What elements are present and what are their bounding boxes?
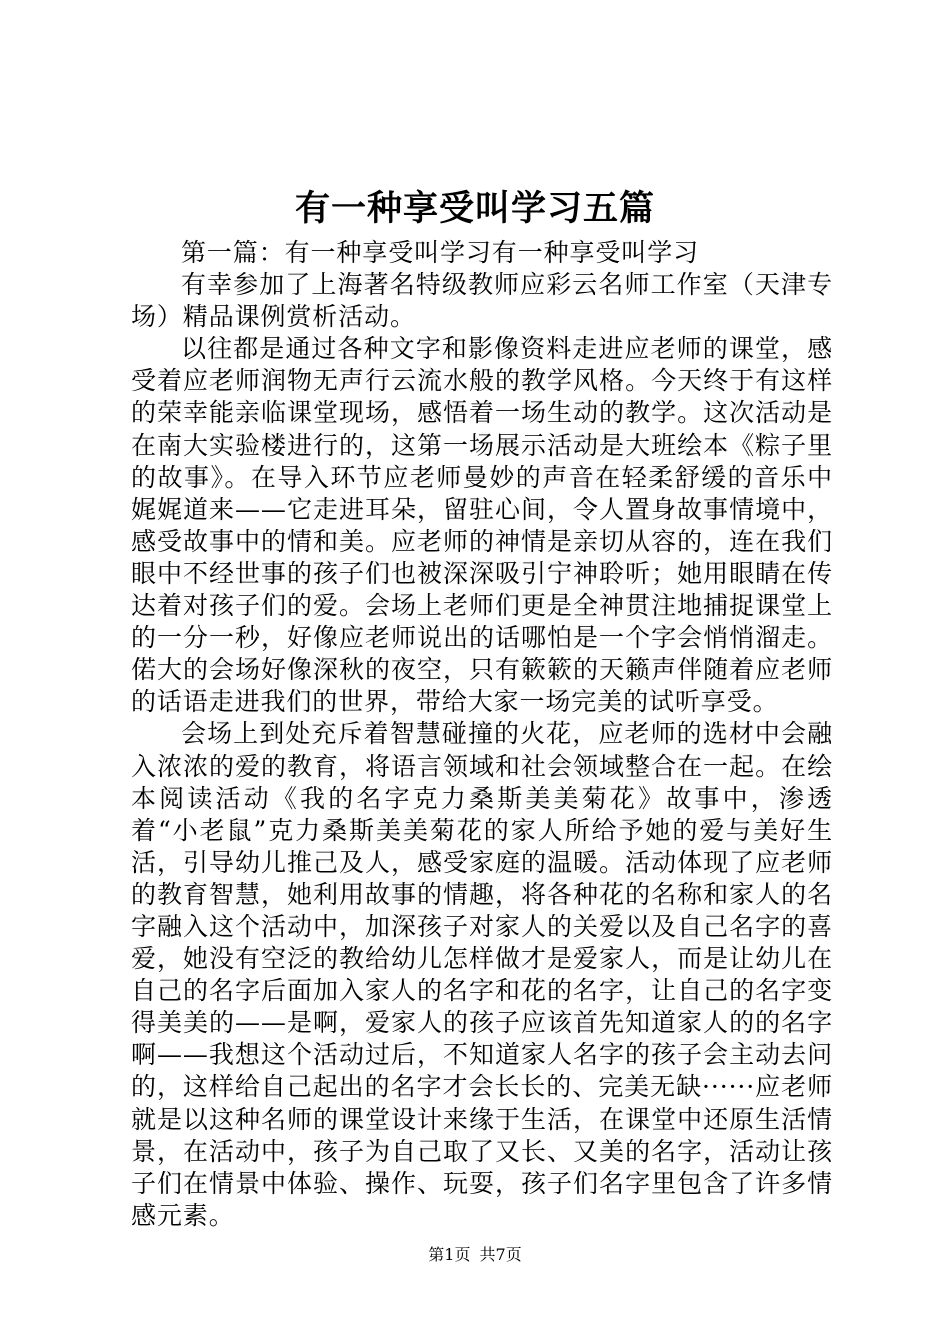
document-title: 有一种享受叫学习五篇: [294, 188, 655, 229]
page-number: 第1页: [428, 1245, 471, 1264]
document-body: [131, 237, 833, 1232]
body-paragraph: 有幸参加了上海著名特级教师应彩云名师工作室（天津专场）精品课例赏析活动。: [131, 270, 833, 332]
page-total: 共7页: [479, 1245, 522, 1264]
body-paragraph: 会场上到处充斥着智慧碰撞的火花，应老师的选材中会融入浓浓的爱的教育，将语言领域和社会领域整合在一起。在绘本阅读活动《我的名字克力桑斯美美菊花》故事中，渗透着“小老鼠”克力桑斯美美菊花的家人所给予她的爱与美好生活，引导幼儿推己及人，感受家庭的温暖。活动体现了应老师的教育智慧，她利用故事的情趣，将各种花的名称和家人的名字融入这个活动中，加深孩子对家人的关爱以及自己名字的喜爱，她没有空泛的教给幼儿怎样做才是爱家人，而是让幼儿在自己的名字后面加入家人的名字和花的名字，让自己的名字变得美美的——是啊，爱家人的孩子应该首先知道家人的的名字啊——我想这个活动过后，不知道家人名字的孩子会主动去问的，这样给自己起出的名字才会长长的、完美无缺······应老师就是以这种名师的课堂设计来缘于生活，在课堂中还原生活情景，在活动中，孩子为自己取了又长、又美的名字，活动让孩子们在情景中体验、操作、玩耍，孩子们名字里包含了许多情感元素。: [131, 719, 833, 1230]
body-paragraph: 以往都是通过各种文字和影像资料走进应老师的课堂，感受着应老师润物无声行云流水般的教学风格。今天终于有这样的荣幸能亲临课堂现场，感悟着一场生动的教学。这次活动是在南大实验楼进行的，这第一场展示活动是大班绘本《粽子里的故事》。在导入环节应老师曼妙的声音在轻柔舒缓的音乐中娓娓道来——它走进耳朵，留驻心间，令人置身故事情境中，感受故事中的情和美。应老师的神情是亲切从容的，连在我们眼中不经世事的孩子们也被深深吸引宁神聆听；她用眼睛在传达着对孩子们的爱。会场上老师们更是全神贯注地捕捉课堂上的一分一秒，好像应老师说出的话哪怕是一个字会悄悄溜走。偌大的会场好像深秋的夜空，只有簌簌的天籁声伴随着应老师的话语走进我们的世界，带给大家一场完美的试听享受。: [131, 334, 833, 717]
page-footer: [0, 1244, 950, 1266]
section-heading: 第一篇：有一种享受叫学习有一种享受叫学习: [181, 238, 700, 267]
